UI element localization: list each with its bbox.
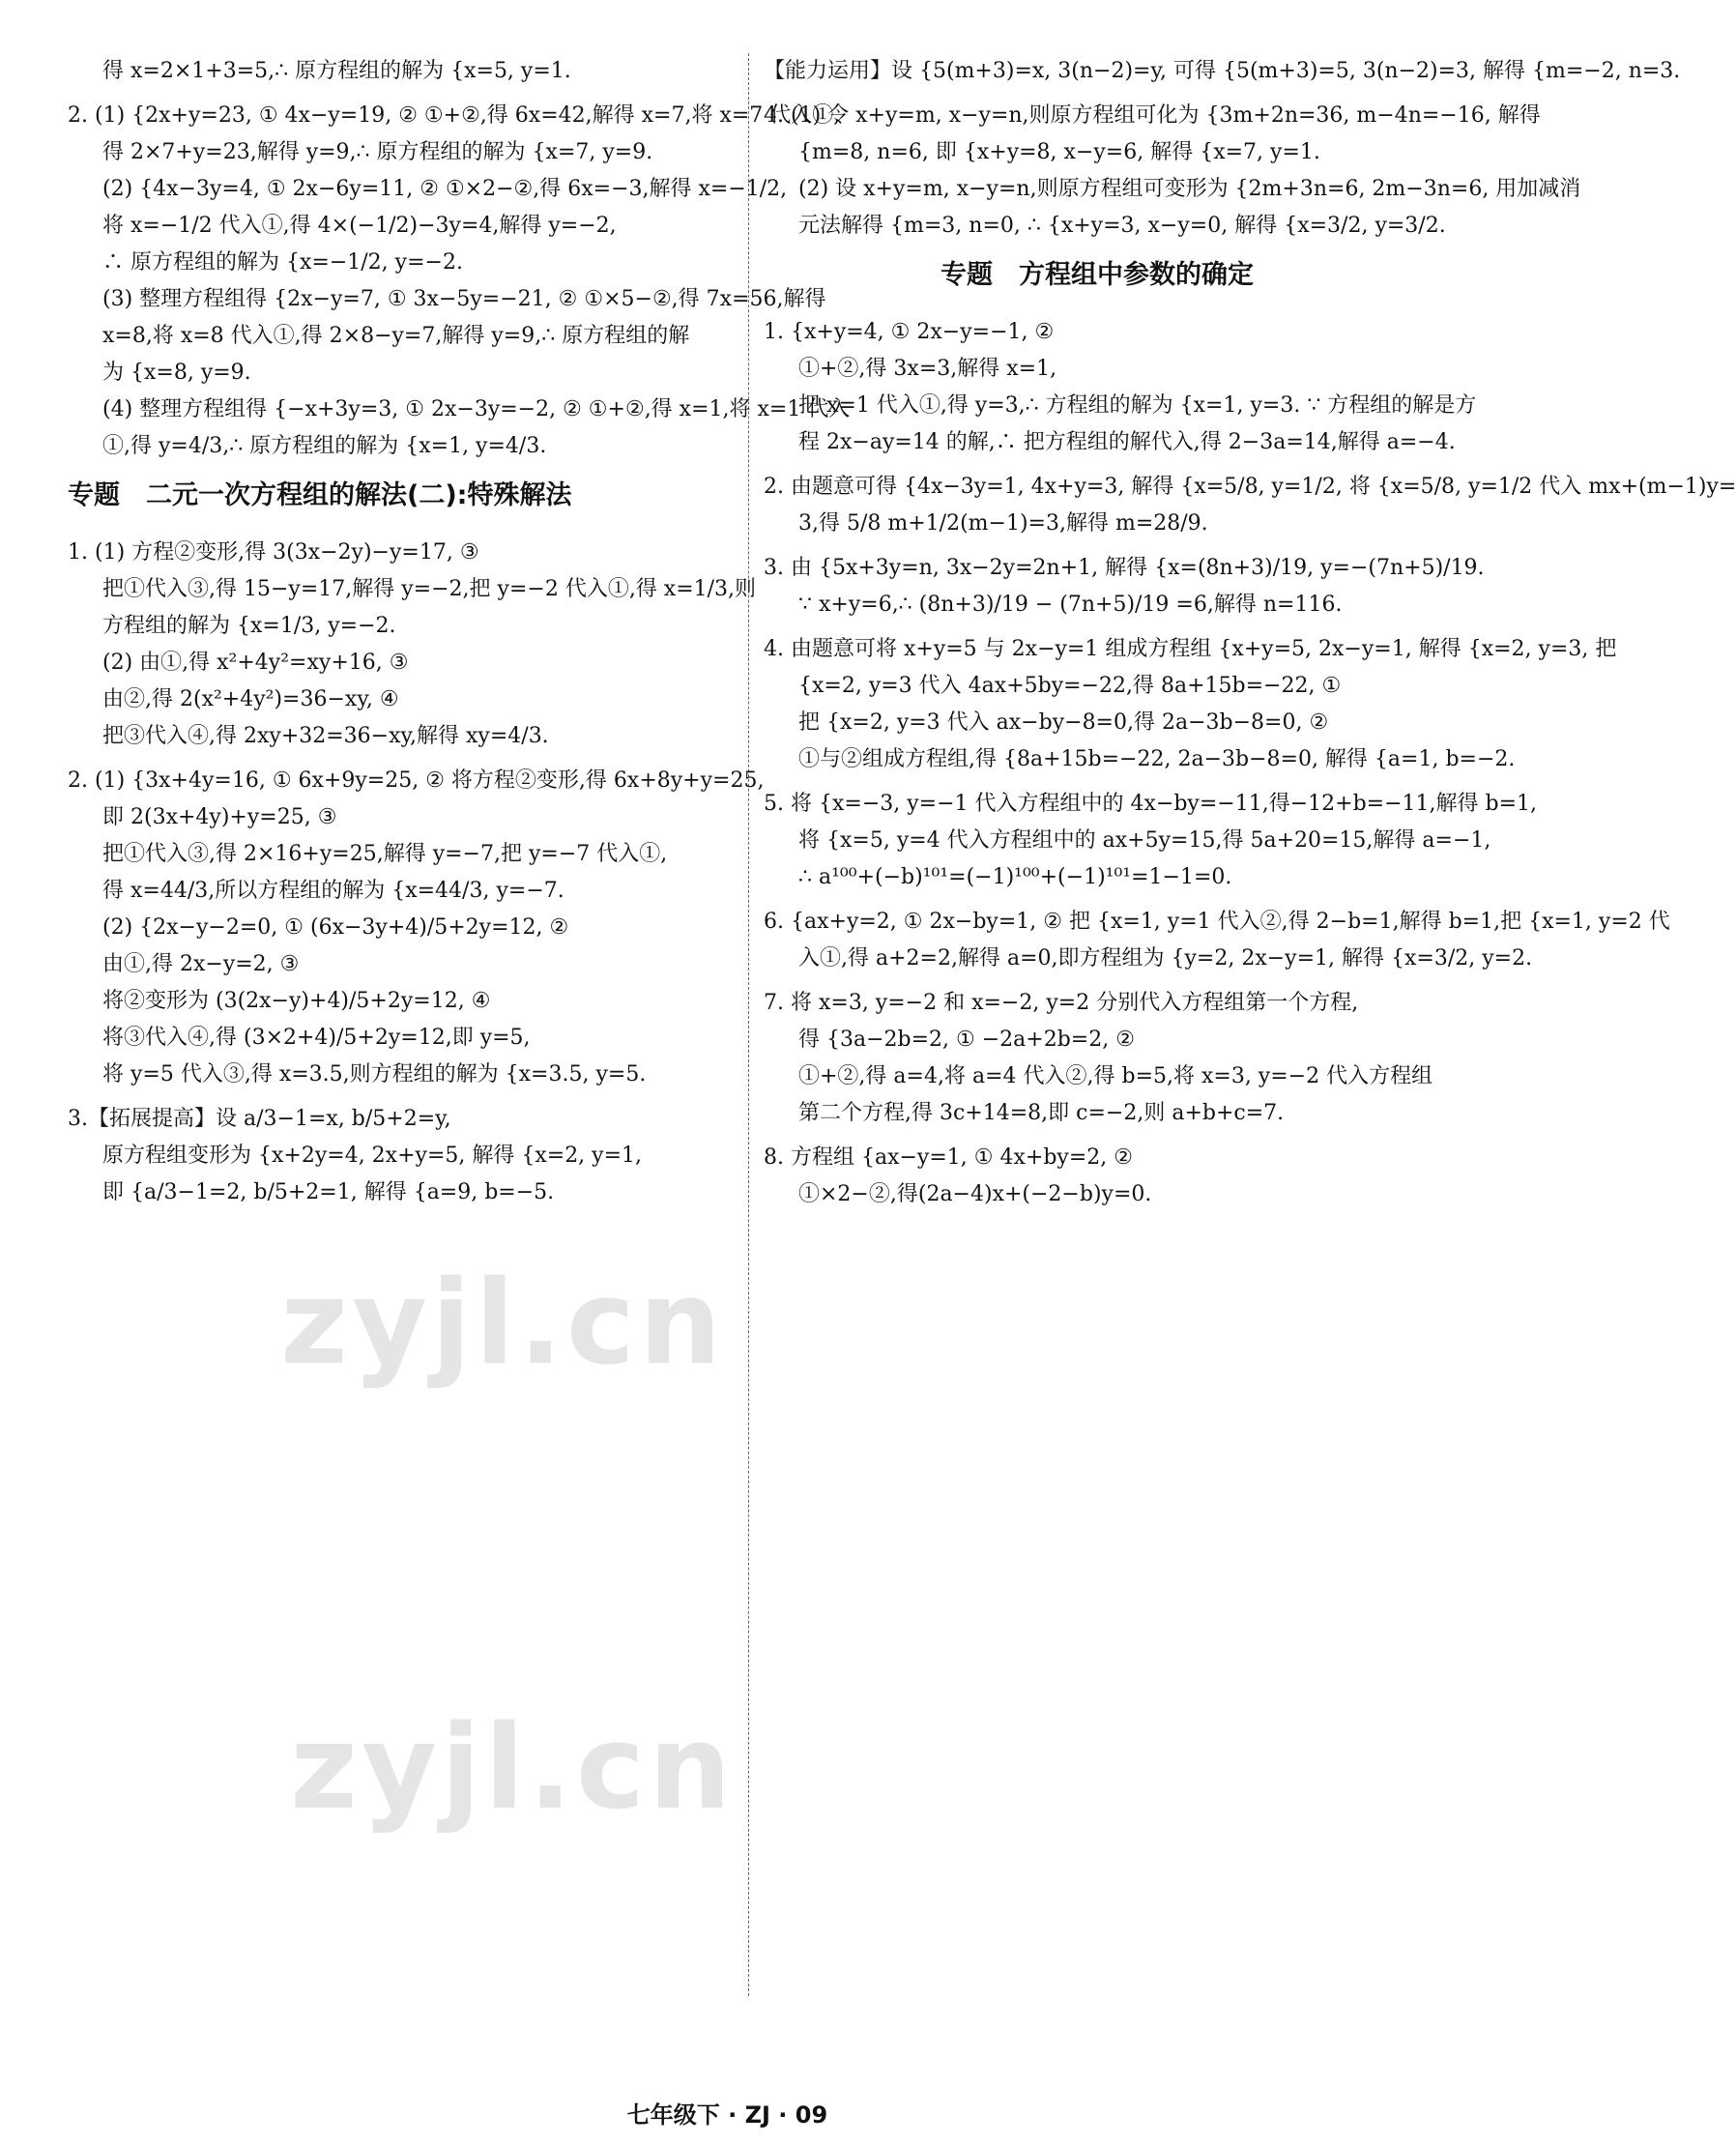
solution-line: 将②变形为 (3(2x−y)+4)/5+2y=12, ④ — [102, 989, 491, 1013]
solution-line: ①,得 y=4/3,∴ 原方程组的解为 {x=1, y=4/3. — [102, 434, 547, 458]
solution-line: 把①代入③,得 15−y=17,解得 y=−2,把 y=−2 代入①,得 x=1/3,则 — [102, 577, 757, 601]
solution-line: 将③代入④,得 (3×2+4)/5+2y=12,即 y=5, — [102, 1026, 531, 1050]
solution-line: 6. {ax+y=2, ① 2x−by=1, ② 把 {x=1, y=1 代入②,得 2−b=1,解得 b=1,把 {x=1, y=2 代 — [764, 910, 1670, 934]
solution-line: 得 2×7+y=23,解得 y=9,∴ 原方程组的解为 {x=7, y=9. — [102, 140, 653, 164]
solution-line: 即 {a/3−1=2, b/5+2=1, 解得 {a=9, b=−5. — [102, 1180, 555, 1204]
solution-line: ∵ x+y=6,∴ (8n+3)/19 − (7n+5)/19 =6,解得 n=116. — [798, 593, 1343, 617]
solution-line: 3.【拓展提高】设 a/3−1=x, b/5+2=y, — [68, 1107, 451, 1131]
solution-line: 【能力运用】设 {5(m+3)=x, 3(n−2)=y, 可得 {5(m+3)=5, 3(n−2)=3, 解得 {m=−2, n=3. — [764, 59, 1681, 83]
solution-line: 得 {3a−2b=2, ① −2a+2b=2, ② — [798, 1028, 1135, 1052]
solution-line: 得 x=44/3,所以方程组的解为 {x=44/3, y=−7. — [102, 879, 564, 903]
solution-line: 2. (1) {3x+4y=16, ① 6x+9y=25, ② 将方程②变形,得 6x+8y+y=25, — [68, 768, 765, 793]
solution-line: 3. 由 {5x+3y=n, 3x−2y=2n+1, 解得 {x=(8n+3)/19, y=−(7n+5)/19. — [764, 556, 1485, 580]
solution-line: 将 {x=5, y=4 代入方程组中的 ax+5y=15,得 5a+20=15,解得 a=−1, — [798, 828, 1491, 853]
solution-line: (2) {2x−y−2=0, ① (6x−3y+4)/5+2y=12, ② — [102, 915, 569, 940]
solution-line: 3,得 5/8 m+1/2(m−1)=3,解得 m=28/9. — [798, 511, 1208, 536]
solution-line: 4. (1) 令 x+y=m, x−y=n,则原方程组可化为 {3m+2n=36, m−4n=−16, 解得 — [764, 103, 1541, 128]
solution-line: 第二个方程,得 3c+14=8,即 c=−2,则 a+b+c=7. — [798, 1101, 1285, 1125]
solution-line: 由②,得 2(x²+4y²)=36−xy, ④ — [102, 687, 399, 711]
left-column — [68, 53, 851, 1211]
solution-line: 入①,得 a+2=2,解得 a=0,即方程组为 {y=2, 2x−y=1, 解得 {x=3/2, y=2. — [798, 946, 1533, 971]
solution-line: (3) 整理方程组得 {2x−y=7, ① 3x−5y=−21, ② ①×5−②,得 7x=56,解得 — [102, 287, 826, 311]
solution-line: ∴ 原方程组的解为 {x=−1/2, y=−2. — [102, 250, 463, 275]
solution-line: 把①代入③,得 2×16+y=25,解得 y=−7,把 y=−7 代入①, — [102, 842, 668, 866]
solution-line: 即 2(3x+4y)+y=25, ③ — [102, 805, 337, 829]
solution-line: ①×2−②,得(2a−4)x+(−2−b)y=0. — [798, 1182, 1152, 1206]
watermark: zyjl.cn — [280, 1257, 726, 1391]
solution-line: ∴ a¹⁰⁰+(−b)¹⁰¹=(−1)¹⁰⁰+(−1)¹⁰¹=1−1=0. — [798, 865, 1232, 889]
solution-line: 程 2x−ay=14 的解,∴ 把方程组的解代入,得 2−3a=14,解得 a=−4. — [798, 430, 1456, 454]
solution-line: 将 y=5 代入③,得 x=3.5,则方程组的解为 {x=3.5, y=5. — [102, 1062, 647, 1086]
solution-line: 得 x=2×1+3=5,∴ 原方程组的解为 {x=5, y=1. — [102, 59, 571, 83]
page-footer: 七年级下 · ZJ · 09 — [626, 2101, 828, 2129]
solution-line: 由①,得 2x−y=2, ③ — [102, 952, 300, 976]
section-heading: 专题 方程组中参数的确定 — [940, 260, 1254, 290]
solution-line: 把 x=1 代入①,得 y=3,∴ 方程组的解为 {x=1, y=3. ∵ 方程组的解是方 — [798, 393, 1477, 418]
watermark: zyjl.cn — [290, 1701, 736, 1836]
solution-line: x=8,将 x=8 代入①,得 2×8−y=7,解得 y=9,∴ 原方程组的解 — [102, 324, 690, 348]
right-column — [764, 53, 1736, 1213]
solution-line: 把③代入④,得 2xy+32=36−xy,解得 xy=4/3. — [102, 724, 549, 748]
solution-line: ①+②,得 3x=3,解得 x=1, — [798, 357, 1057, 381]
solution-line: (4) 整理方程组得 {−x+3y=3, ① 2x−3y=−2, ② ①+②,得 x=1,将 x=1 代入 — [102, 397, 851, 421]
solution-line: (2) {4x−3y=4, ① 2x−6y=11, ② ①×2−②,得 6x=−3,解得 x=−1/2, — [102, 177, 788, 201]
solution-line: 方程组的解为 {x=1/3, y=−2. — [102, 614, 396, 638]
solution-line: 把 {x=2, y=3 代入 ax−by−8=0,得 2a−3b−8=0, ② — [798, 710, 1329, 735]
solution-line: 将 x=−1/2 代入①,得 4×(−1/2)−3y=4,解得 y=−2, — [102, 214, 617, 238]
solution-line: 2. 由题意可得 {4x−3y=1, 4x+y=3, 解得 {x=5/8, y=1/2, 将 {x=5/8, y=1/2 代入 mx+(m−1)y= — [764, 475, 1736, 499]
solution-line: 1. {x+y=4, ① 2x−y=−1, ② — [764, 320, 1055, 344]
solution-line: 1. (1) 方程②变形,得 3(3x−2y)−y=17, ③ — [68, 540, 479, 565]
section-heading: 专题 二元一次方程组的解法(二):特殊解法 — [68, 480, 572, 510]
solution-line: {m=8, n=6, 即 {x+y=8, x−y=6, 解得 {x=7, y=1. — [798, 140, 1320, 164]
solution-line: 7. 将 x=3, y=−2 和 x=−2, y=2 分别代入方程组第一个方程, — [764, 991, 1359, 1015]
solution-line: ①+②,得 a=4,将 a=4 代入②,得 b=5,将 x=3, y=−2 代入方程组 — [798, 1064, 1433, 1088]
solution-line: 4. 由题意可将 x+y=5 与 2x−y=1 组成方程组 {x+y=5, 2x−y=1, 解得 {x=2, y=3, 把 — [764, 637, 1617, 661]
solution-line: 8. 方程组 {ax−y=1, ① 4x+by=2, ② — [764, 1145, 1133, 1170]
solution-line: (2) 由①,得 x²+4y²=xy+16, ③ — [102, 651, 409, 675]
solution-line: 为 {x=8, y=9. — [102, 361, 251, 385]
solution-line: 元法解得 {m=3, n=0, ∴ {x+y=3, x−y=0, 解得 {x=3/2, y=3/2. — [798, 214, 1446, 238]
solution-line: ①与②组成方程组,得 {8a+15b=−22, 2a−3b−8=0, 解得 {a=1, b=−2. — [798, 747, 1516, 771]
solution-line: (2) 设 x+y=m, x−y=n,则原方程组可变形为 {2m+3n=6, 2m−3n=6, 用加减消 — [798, 177, 1581, 201]
solution-line: 原方程组变形为 {x+2y=4, 2x+y=5, 解得 {x=2, y=1, — [102, 1144, 643, 1168]
column-divider — [748, 53, 750, 1996]
solution-line: 2. (1) {2x+y=23, ① 4x−y=19, ② ①+②,得 6x=42,解得 x=7,将 x=7 代入①, — [68, 103, 841, 128]
solution-line: 5. 将 {x=−3, y=−1 代入方程组中的 4x−by=−11,得−12+b=−11,解得 b=1, — [764, 792, 1538, 816]
solution-line: {x=2, y=3 代入 4ax+5by=−22,得 8a+15b=−22, ① — [798, 674, 1342, 698]
